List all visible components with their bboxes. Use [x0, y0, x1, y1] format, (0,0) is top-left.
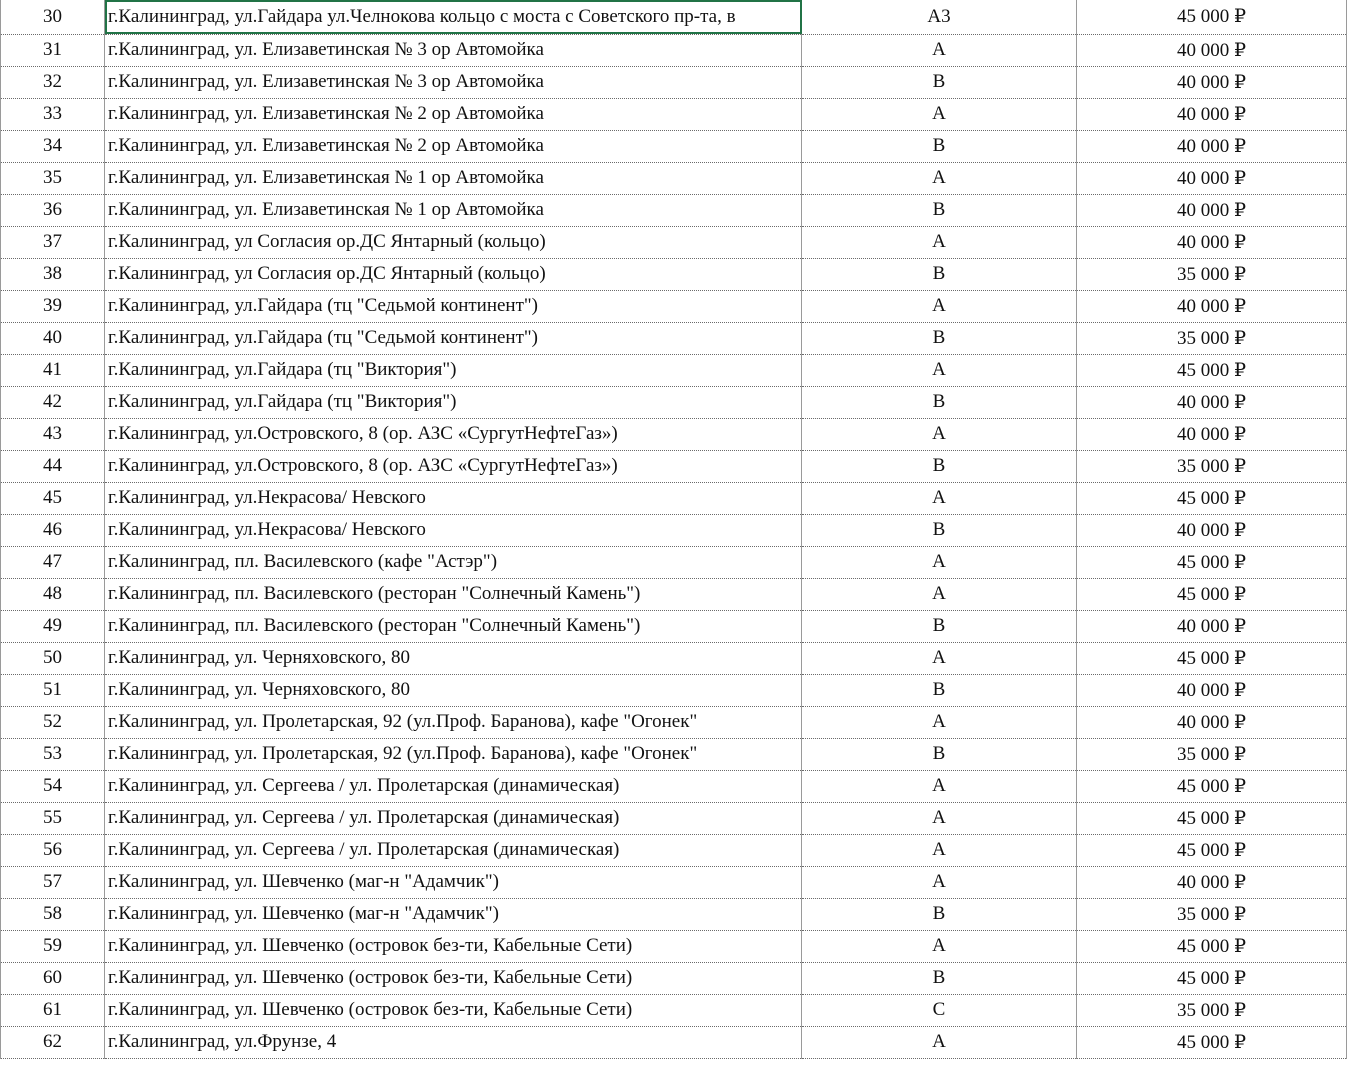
address-cell[interactable]: г.Калининград, ул. Елизаветинская № 1 ор Автомойка — [105, 194, 802, 226]
side-cell[interactable]: В — [802, 514, 1077, 546]
address-cell[interactable]: г.Калининград, ул. Шевченко (маг-н "Адамчик") — [105, 866, 802, 898]
row-number-cell[interactable]: 52 — [1, 706, 105, 738]
row-number-cell[interactable]: 39 — [1, 290, 105, 322]
side-cell[interactable]: А — [802, 418, 1077, 450]
table-body — [1, 0, 1347, 1058]
side-cell[interactable]: В — [802, 898, 1077, 930]
address-cell[interactable]: г.Калининград, ул Согласия ор.ДС Янтарный (кольцо) — [105, 258, 802, 290]
price-cell[interactable]: 35 000 ₽ — [1077, 738, 1347, 770]
table-row — [1, 706, 1347, 738]
price-cell[interactable]: 35 000 ₽ — [1077, 258, 1347, 290]
table-row — [1, 866, 1347, 898]
address-cell[interactable]: г.Калининград, ул. Черняховского, 80 — [105, 642, 802, 674]
side-cell[interactable]: А — [802, 354, 1077, 386]
row-number-cell[interactable]: 51 — [1, 674, 105, 706]
price-cell[interactable]: 45 000 ₽ — [1077, 578, 1347, 610]
side-cell[interactable]: В — [802, 386, 1077, 418]
row-number-cell[interactable]: 41 — [1, 354, 105, 386]
side-cell[interactable]: А — [802, 1026, 1077, 1058]
row-number-cell[interactable]: 30 — [1, 0, 105, 34]
address-cell[interactable]: г.Калининград, ул.Гайдара (тц "Виктория") — [105, 354, 802, 386]
table-row — [1, 226, 1347, 258]
table-row — [1, 450, 1347, 482]
table-row — [1, 930, 1347, 962]
table-row — [1, 194, 1347, 226]
price-cell[interactable]: 40 000 ₽ — [1077, 386, 1347, 418]
table-row — [1, 354, 1347, 386]
price-cell[interactable]: 40 000 ₽ — [1077, 226, 1347, 258]
row-number-cell[interactable]: 50 — [1, 642, 105, 674]
table-row — [1, 674, 1347, 706]
address-cell[interactable]: г.Калининград, ул.Гайдара (тц "Седьмой континент") — [105, 290, 802, 322]
price-cell[interactable]: 35 000 ₽ — [1077, 450, 1347, 482]
side-cell[interactable]: В — [802, 66, 1077, 98]
side-cell[interactable]: А — [802, 642, 1077, 674]
price-cell[interactable]: 45 000 ₽ — [1077, 0, 1347, 34]
address-cell[interactable]: г.Калининград, ул. Шевченко (островок без-ти, Кабельные Сети) — [105, 930, 802, 962]
row-number-cell[interactable]: 47 — [1, 546, 105, 578]
address-cell[interactable]: г.Калининград, ул. Черняховского, 80 — [105, 674, 802, 706]
price-cell[interactable]: 45 000 ₽ — [1077, 482, 1347, 514]
side-cell[interactable]: В — [802, 738, 1077, 770]
price-cell[interactable]: 35 000 ₽ — [1077, 898, 1347, 930]
row-number-cell[interactable]: 58 — [1, 898, 105, 930]
row-number-cell[interactable]: 40 — [1, 322, 105, 354]
side-cell[interactable]: А3 — [802, 0, 1077, 34]
row-number-cell[interactable]: 42 — [1, 386, 105, 418]
table-row — [1, 610, 1347, 642]
address-cell[interactable]: г.Калининград, ул. Пролетарская, 92 (ул.Проф. Баранова), кафе "Огонек" — [105, 706, 802, 738]
address-cell[interactable]: г.Калининград, ул. Елизаветинская № 2 ор Автомойка — [105, 98, 802, 130]
side-cell[interactable]: В — [802, 962, 1077, 994]
address-cell[interactable]: г.Калининград, пл. Василевского (кафе "Астэр") — [105, 546, 802, 578]
address-cell[interactable]: г.Калининград, ул. Пролетарская, 92 (ул.Проф. Баранова), кафе "Огонек" — [105, 738, 802, 770]
side-cell[interactable]: А — [802, 482, 1077, 514]
table-row — [1, 514, 1347, 546]
row-number-cell[interactable]: 53 — [1, 738, 105, 770]
table-row — [1, 994, 1347, 1026]
price-cell[interactable]: 45 000 ₽ — [1077, 354, 1347, 386]
table-row — [1, 738, 1347, 770]
price-cell[interactable]: 40 000 ₽ — [1077, 162, 1347, 194]
table-row — [1, 322, 1347, 354]
table-row — [1, 290, 1347, 322]
row-number-cell[interactable]: 57 — [1, 866, 105, 898]
row-number-cell[interactable]: 62 — [1, 1026, 105, 1058]
price-cell[interactable]: 45 000 ₽ — [1077, 642, 1347, 674]
price-cell[interactable]: 40 000 ₽ — [1077, 130, 1347, 162]
address-cell[interactable]: г.Калининград, ул. Шевченко (маг-н "Адамчик") — [105, 898, 802, 930]
price-cell[interactable]: 35 000 ₽ — [1077, 994, 1347, 1026]
side-cell[interactable]: В — [802, 610, 1077, 642]
row-number-cell[interactable]: 34 — [1, 130, 105, 162]
table-row — [1, 482, 1347, 514]
price-cell[interactable]: 45 000 ₽ — [1077, 546, 1347, 578]
side-cell[interactable]: А — [802, 706, 1077, 738]
price-cell[interactable]: 40 000 ₽ — [1077, 194, 1347, 226]
address-cell[interactable]: г.Калининград, ул.Некрасова/ Невского — [105, 482, 802, 514]
address-cell[interactable]: г.Калининград, ул.Некрасова/ Невского — [105, 514, 802, 546]
table-row — [1, 1026, 1347, 1058]
row-number-cell[interactable]: 44 — [1, 450, 105, 482]
row-number-cell[interactable]: 32 — [1, 66, 105, 98]
side-cell[interactable]: А — [802, 834, 1077, 866]
table-row — [1, 66, 1347, 98]
price-cell[interactable]: 45 000 ₽ — [1077, 834, 1347, 866]
table-row — [1, 962, 1347, 994]
table-row — [1, 98, 1347, 130]
address-cell[interactable]: г.Калининград, ул. Шевченко (островок без-ти, Кабельные Сети) — [105, 994, 802, 1026]
row-number-cell[interactable]: 35 — [1, 162, 105, 194]
address-cell[interactable]: г.Калининград, ул. Елизаветинская № 3 ор Автомойка — [105, 34, 802, 66]
table-row — [1, 898, 1347, 930]
address-cell[interactable]: г.Калининград, ул. Сергеева / ул. Пролетарская (динамическая) — [105, 770, 802, 802]
side-cell[interactable]: А — [802, 98, 1077, 130]
table-row — [1, 386, 1347, 418]
table-row — [1, 578, 1347, 610]
table-row — [1, 162, 1347, 194]
price-cell[interactable]: 45 000 ₽ — [1077, 930, 1347, 962]
address-cell[interactable]: г.Калининград, пл. Василевского (ресторан "Солнечный Камень") — [105, 610, 802, 642]
price-cell[interactable]: 40 000 ₽ — [1077, 674, 1347, 706]
side-cell[interactable]: А — [802, 578, 1077, 610]
row-number-cell[interactable]: 61 — [1, 994, 105, 1026]
table-row — [1, 0, 1347, 34]
table-row — [1, 258, 1347, 290]
price-cell[interactable]: 45 000 ₽ — [1077, 802, 1347, 834]
address-cell[interactable]: г.Калининград, пл. Василевского (ресторан "Солнечный Камень") — [105, 578, 802, 610]
address-cell[interactable]: г.Калининград, ул.Островского, 8 (ор. АЗС «СургутНефтеГаз») — [105, 450, 802, 482]
address-cell[interactable]: г.Калининград, ул. Сергеева / ул. Пролетарская (динамическая) — [105, 802, 802, 834]
table-row — [1, 546, 1347, 578]
table-row — [1, 802, 1347, 834]
row-number-cell[interactable]: 56 — [1, 834, 105, 866]
side-cell[interactable]: С — [802, 994, 1077, 1026]
row-number-cell[interactable]: 33 — [1, 98, 105, 130]
address-cell[interactable]: г.Калининград, ул. Елизаветинская № 3 ор Автомойка — [105, 66, 802, 98]
row-number-cell[interactable]: 60 — [1, 962, 105, 994]
address-cell[interactable]: г.Калининград, ул. Сергеева / ул. Пролетарская (динамическая) — [105, 834, 802, 866]
side-cell[interactable]: А — [802, 162, 1077, 194]
side-cell[interactable]: В — [802, 322, 1077, 354]
side-cell[interactable]: А — [802, 802, 1077, 834]
address-cell[interactable]: г.Калининград, ул. Шевченко (островок без-ти, Кабельные Сети) — [105, 962, 802, 994]
price-cell[interactable]: 40 000 ₽ — [1077, 34, 1347, 66]
side-cell[interactable]: А — [802, 546, 1077, 578]
side-cell[interactable]: В — [802, 450, 1077, 482]
price-cell[interactable]: 40 000 ₽ — [1077, 514, 1347, 546]
address-cell[interactable]: г.Калининград, ул.Островского, 8 (ор. АЗС «СургутНефтеГаз») — [105, 418, 802, 450]
address-cell[interactable]: г.Калининград, ул.Гайдара (тц "Седьмой континент") — [105, 322, 802, 354]
row-number-cell[interactable]: 36 — [1, 194, 105, 226]
side-cell[interactable]: А — [802, 34, 1077, 66]
row-number-cell[interactable]: 55 — [1, 802, 105, 834]
price-cell[interactable]: 40 000 ₽ — [1077, 610, 1347, 642]
address-cell[interactable]: г.Калининград, ул Согласия ор.ДС Янтарный (кольцо) — [105, 226, 802, 258]
row-number-cell[interactable]: 46 — [1, 514, 105, 546]
table-row — [1, 770, 1347, 802]
side-cell[interactable]: В — [802, 194, 1077, 226]
row-number-cell[interactable]: 49 — [1, 610, 105, 642]
price-cell[interactable]: 40 000 ₽ — [1077, 66, 1347, 98]
side-cell[interactable]: А — [802, 866, 1077, 898]
row-number-cell[interactable]: 31 — [1, 34, 105, 66]
price-cell[interactable]: 45 000 ₽ — [1077, 1026, 1347, 1058]
table-row — [1, 130, 1347, 162]
row-number-cell[interactable]: 43 — [1, 418, 105, 450]
price-cell[interactable]: 45 000 ₽ — [1077, 962, 1347, 994]
price-cell[interactable]: 40 000 ₽ — [1077, 706, 1347, 738]
address-cell[interactable]: г.Калининград, ул. Елизаветинская № 1 ор Автомойка — [105, 162, 802, 194]
side-cell[interactable]: В — [802, 130, 1077, 162]
table-row — [1, 418, 1347, 450]
price-cell[interactable]: 40 000 ₽ — [1077, 418, 1347, 450]
address-cell[interactable]: г.Калининград, ул.Фрунзе, 4 — [105, 1026, 802, 1058]
row-number-cell[interactable]: 54 — [1, 770, 105, 802]
row-number-cell[interactable]: 59 — [1, 930, 105, 962]
side-cell[interactable]: А — [802, 770, 1077, 802]
price-cell[interactable]: 40 000 ₽ — [1077, 866, 1347, 898]
price-cell[interactable]: 35 000 ₽ — [1077, 322, 1347, 354]
table-row — [1, 34, 1347, 66]
row-number-cell[interactable]: 37 — [1, 226, 105, 258]
address-cell[interactable]: г.Калининград, ул.Гайдара ул.Челнокова кольцо с моста с Советского пр-та, в — [105, 0, 802, 34]
price-cell[interactable]: 40 000 ₽ — [1077, 98, 1347, 130]
row-number-cell[interactable]: 45 — [1, 482, 105, 514]
address-cell[interactable]: г.Калининград, ул. Елизаветинская № 2 ор Автомойка — [105, 130, 802, 162]
table-row — [1, 642, 1347, 674]
row-number-cell[interactable]: 48 — [1, 578, 105, 610]
side-cell[interactable]: А — [802, 226, 1077, 258]
price-cell[interactable]: 40 000 ₽ — [1077, 290, 1347, 322]
side-cell[interactable]: А — [802, 930, 1077, 962]
table-row — [1, 834, 1347, 866]
side-cell[interactable]: А — [802, 290, 1077, 322]
row-number-cell[interactable]: 38 — [1, 258, 105, 290]
address-cell[interactable]: г.Калининград, ул.Гайдара (тц "Виктория") — [105, 386, 802, 418]
side-cell[interactable]: В — [802, 674, 1077, 706]
side-cell[interactable]: В — [802, 258, 1077, 290]
price-cell[interactable]: 45 000 ₽ — [1077, 770, 1347, 802]
